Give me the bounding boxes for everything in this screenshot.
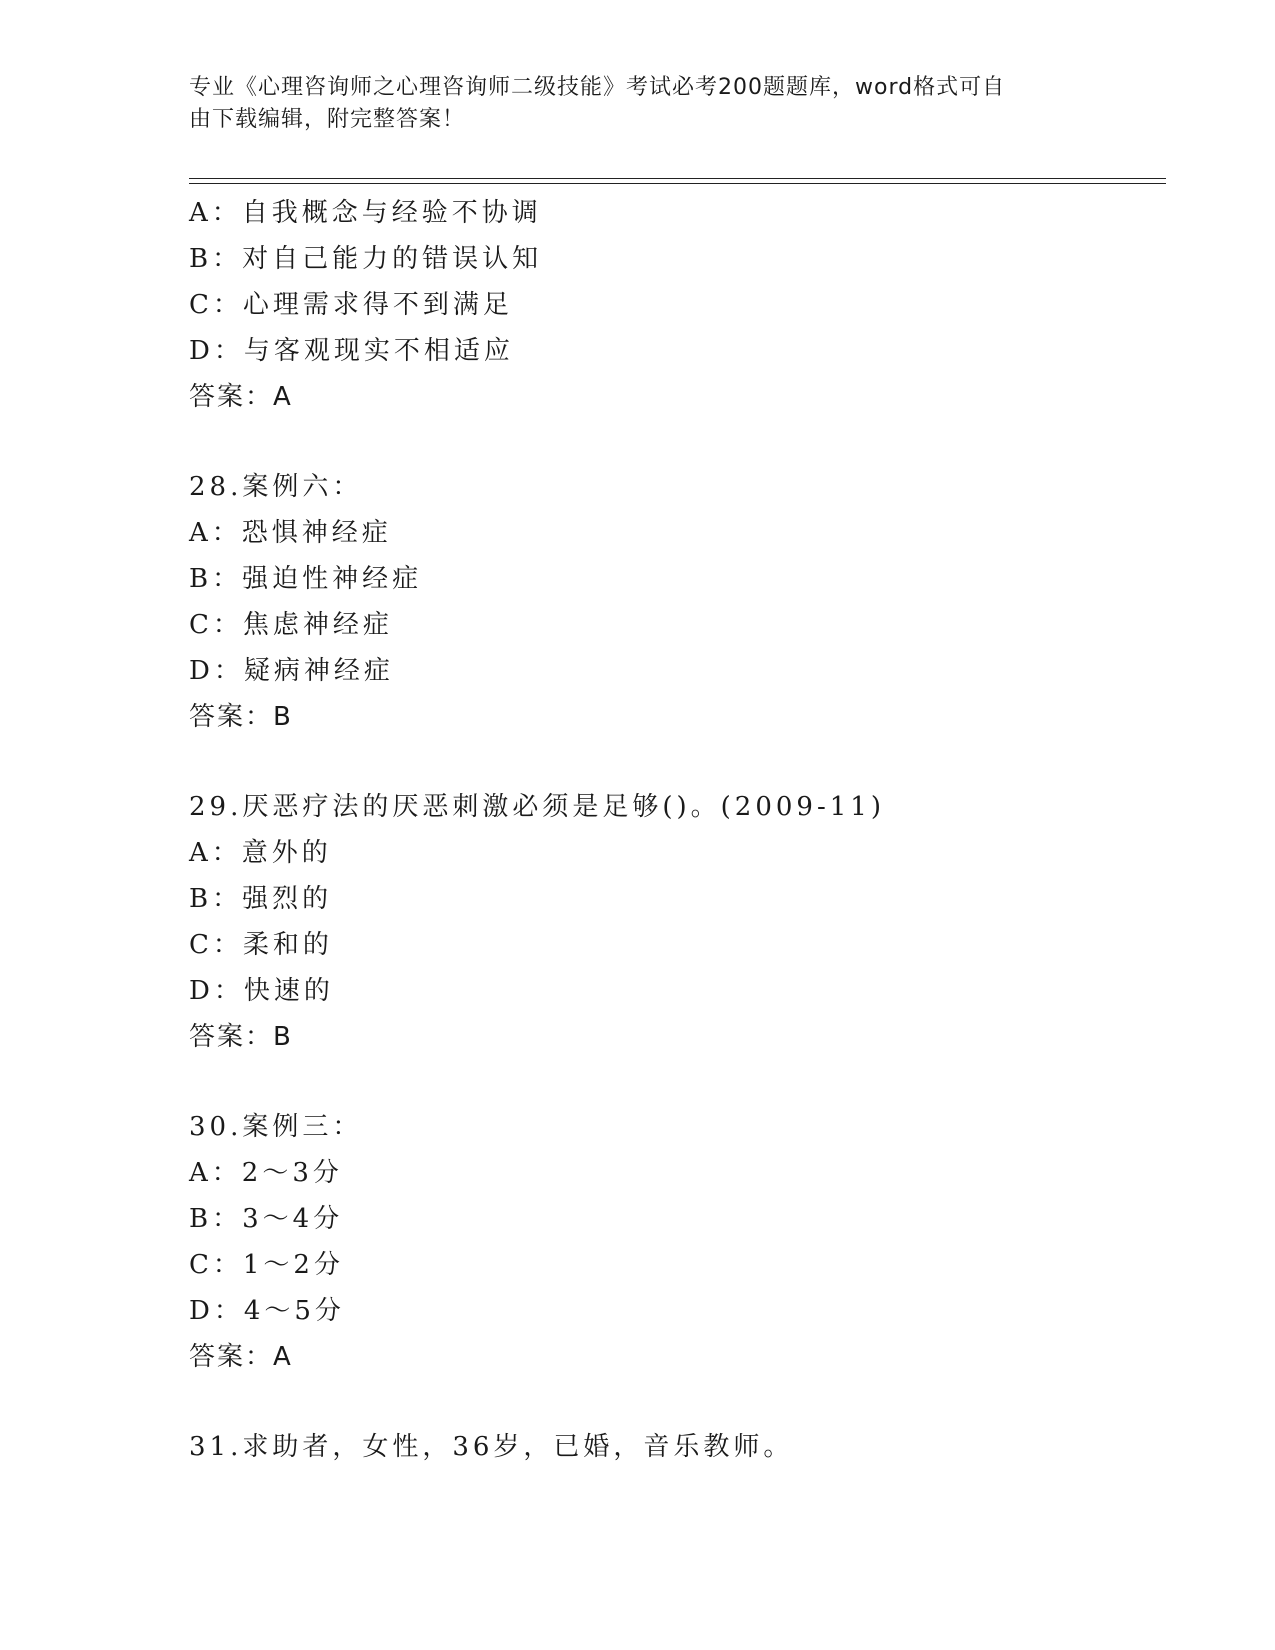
option-c: C：柔和的 [189,930,333,960]
option-b: B：3～4分 [189,1204,344,1234]
question-list [189,190,1169,1470]
option-a: A：自我概念与经验不协调 [189,198,542,228]
option-a: A：恐惧神经症 [189,518,392,548]
question-block [189,1104,1169,1380]
answer: 答案：A [189,1342,293,1372]
header-line-1: 专业《心理咨询师之心理咨询师二级技能》考试必考200题题库，word格式可自 [189,75,1006,100]
header-rule-top [189,178,1166,179]
option-b: B：对自己能力的错误认知 [189,244,543,274]
question-text: 31.求助者，女性，36岁，已婚，音乐教师。 [189,1432,794,1462]
document-header [189,72,1089,136]
question-block [189,784,1169,1060]
option-d: D：快速的 [189,976,334,1006]
question-text: 29.厌恶疗法的厌恶刺激必须是足够()。(2009-11) [189,792,885,822]
header-line-2: 由下载编辑，附完整答案！ [189,107,466,132]
question-block [189,190,1169,420]
option-c: C：焦虑神经症 [189,610,393,640]
question-block [189,1424,1169,1470]
option-b: B：强迫性神经症 [189,564,423,594]
question-text: 28.案例六： [189,472,363,502]
option-d: D：疑病神经症 [189,656,394,686]
question-block [189,464,1169,740]
option-d: D：4～5分 [189,1296,345,1326]
option-b: B：强烈的 [189,884,333,914]
option-a: A：2～3分 [189,1158,343,1188]
header-rule-bottom [189,183,1166,184]
option-c: C：1～2分 [189,1250,344,1280]
answer: 答案：B [189,1022,293,1052]
answer: 答案：A [189,382,293,412]
answer: 答案：B [189,702,293,732]
option-a: A：意外的 [189,838,332,868]
option-c: C：心理需求得不到满足 [189,290,513,320]
option-d: D：与客观现实不相适应 [189,336,514,366]
question-text: 30.案例三： [189,1112,363,1142]
